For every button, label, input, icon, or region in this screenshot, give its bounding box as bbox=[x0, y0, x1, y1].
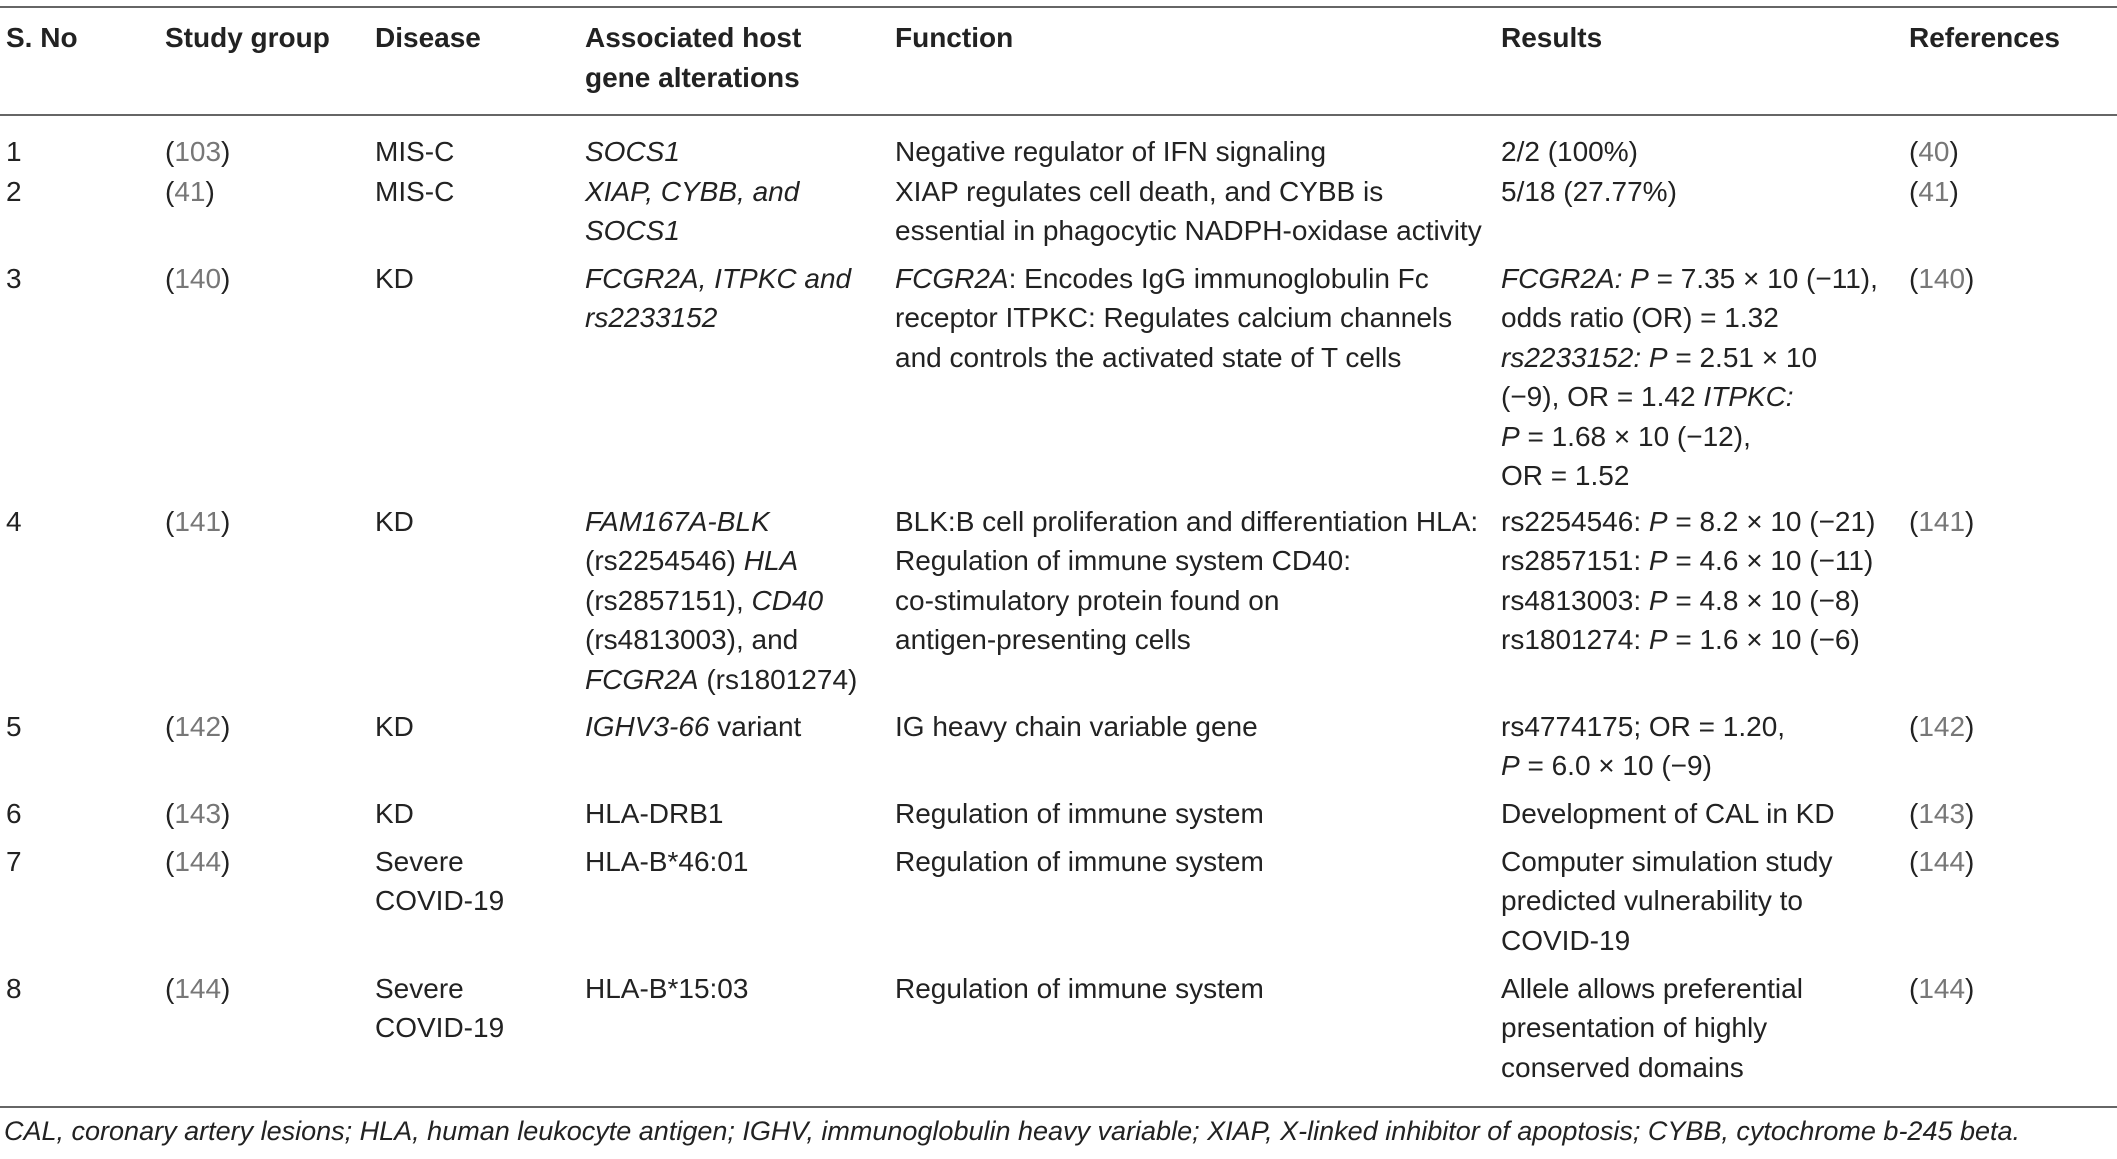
header-gene-alterations bbox=[585, 10, 895, 124]
reference-link[interactable]: 140 bbox=[1918, 262, 1966, 294]
cell-function: IG heavy chain variable gene bbox=[895, 710, 1258, 742]
cell-genes bbox=[585, 502, 895, 707]
gene-alterations-table bbox=[0, 10, 2117, 1095]
table-row bbox=[0, 124, 2117, 172]
result-line: COVID-19 bbox=[1501, 924, 1631, 956]
function-line: essential in phagocytic NADPH-oxidase activity bbox=[895, 215, 1482, 246]
cell-genes bbox=[585, 707, 895, 794]
cell-study-group: (142) bbox=[165, 710, 231, 742]
reference-link[interactable]: 141 bbox=[1918, 505, 1966, 537]
gene-snp: (rs2857151), bbox=[585, 584, 752, 616]
cell-sno: 7 bbox=[6, 845, 22, 877]
result-snp: rs1801274: bbox=[1501, 624, 1649, 655]
disease-line: COVID-19 bbox=[375, 885, 505, 916]
function-text: : Encodes IgG immunoglobulin Fc bbox=[1008, 262, 1429, 294]
gene-snp: (rs2254546) bbox=[585, 545, 744, 576]
gene-snp: (rs1801274) bbox=[698, 663, 858, 695]
cell-genes bbox=[585, 259, 895, 502]
reference-link[interactable]: 144 bbox=[1918, 845, 1966, 877]
cell-results: 5/18 (27.77%) bbox=[1501, 175, 1677, 207]
gene-name: HLA bbox=[743, 545, 799, 576]
cell-results bbox=[1501, 842, 1909, 969]
table-row bbox=[0, 969, 2117, 1095]
cell-sno: 8 bbox=[6, 972, 22, 1004]
gene-name: IGHV3-66 bbox=[585, 710, 710, 742]
result-value: = 2.51 × 10 bbox=[1667, 341, 1818, 373]
cell-function bbox=[895, 172, 1501, 259]
cell-references: (140) bbox=[1909, 262, 1975, 294]
reference-link[interactable]: 143 bbox=[1918, 797, 1966, 829]
cell-genes: HLA-B*46:01 bbox=[585, 845, 749, 877]
result-value: = 8.2 × 10 (−21) bbox=[1667, 505, 1876, 537]
result-value: = 4.8 × 10 (−8) bbox=[1667, 584, 1860, 616]
gene-name: FCGR2A bbox=[585, 663, 699, 695]
cell-disease: KD bbox=[375, 797, 414, 829]
cell-sno: 6 bbox=[6, 797, 22, 829]
gene-name: FAM167A-BLK bbox=[585, 505, 770, 537]
cell-references: (142) bbox=[1909, 710, 1975, 742]
table-row bbox=[0, 172, 2117, 259]
result-snp: rs2857151: bbox=[1501, 545, 1649, 576]
result-line: conserved domains bbox=[1501, 1051, 1744, 1083]
result-label: P bbox=[1501, 420, 1520, 452]
header-study-group: Study group bbox=[165, 22, 330, 53]
cell-sno: 5 bbox=[6, 710, 22, 742]
header-genes-line1: Associated host bbox=[585, 22, 802, 53]
cell-study-group: (144) bbox=[165, 972, 231, 1004]
cell-disease: KD bbox=[375, 505, 414, 537]
cell-genes: HLA-DRB1 bbox=[585, 797, 724, 829]
cell-references: (141) bbox=[1909, 505, 1975, 537]
cell-genes bbox=[585, 124, 895, 172]
cell-references: (41) bbox=[1909, 175, 1959, 207]
result-label: FCGR2A: P bbox=[1501, 262, 1649, 294]
cell-disease: MIS-C bbox=[375, 175, 455, 207]
function-line: BLK:B cell proliferation and differentiation HLA: bbox=[895, 505, 1479, 537]
cell-function: Negative regulator of IFN signaling bbox=[895, 136, 1327, 167]
cell-references: (144) bbox=[1909, 972, 1975, 1004]
header-genes-line2: gene alterations bbox=[585, 61, 800, 93]
table-row bbox=[0, 259, 2117, 502]
cell-disease: MIS-C bbox=[375, 136, 455, 167]
gene-name: SOCS1 bbox=[585, 136, 680, 167]
p-label: P bbox=[1648, 584, 1668, 616]
function-line: and controls the activated state of T cells bbox=[895, 341, 1402, 373]
cell-function bbox=[895, 259, 1501, 502]
result-value: = 6.0 × 10 (−9) bbox=[1519, 750, 1712, 781]
cell-study-group: (140) bbox=[165, 262, 231, 294]
footer-rule bbox=[0, 1106, 2117, 1108]
result-value: = 4.6 × 10 (−11) bbox=[1667, 545, 1874, 576]
function-line: receptor ITPKC: Regulates calcium channels bbox=[895, 302, 1453, 333]
study-ref-link[interactable]: 41 bbox=[174, 175, 206, 207]
p-label: P bbox=[1648, 505, 1668, 537]
cell-sno: 3 bbox=[6, 262, 22, 294]
reference-link[interactable]: 40 bbox=[1918, 136, 1950, 167]
header-sno: S. No bbox=[6, 22, 78, 53]
cell-disease: KD bbox=[375, 710, 414, 742]
study-ref-link[interactable]: 140 bbox=[174, 262, 222, 294]
cell-function: Regulation of immune system bbox=[895, 972, 1264, 1004]
p-label: P bbox=[1648, 624, 1668, 655]
cell-results bbox=[1501, 502, 1909, 707]
table-footnote: CAL, coronary artery lesions; HLA, human leukocyte antigen; IGHV, immunoglobulin heavy variable; XIAP, X-linked inhibitor of apoptosis; CYBB, cytochrome b-245 beta. bbox=[4, 1116, 2021, 1146]
cell-references: (143) bbox=[1909, 797, 1975, 829]
p-label: P bbox=[1648, 545, 1668, 576]
table-row bbox=[0, 794, 2117, 842]
cell-study-group: (144) bbox=[165, 845, 231, 877]
cell-disease: KD bbox=[375, 262, 414, 294]
study-ref-link[interactable]: 143 bbox=[174, 797, 222, 829]
gene-name: XIAP, CYBB, and bbox=[585, 175, 800, 207]
table-row bbox=[0, 842, 2117, 969]
gene-name: rs2233152 bbox=[585, 302, 718, 333]
result-value: = 1.68 × 10 (−12), bbox=[1519, 420, 1751, 452]
header-row bbox=[0, 10, 2117, 124]
result-snp: rs2254546: bbox=[1501, 505, 1649, 537]
cell-function bbox=[895, 502, 1501, 707]
header-results: Results bbox=[1501, 22, 1603, 53]
function-line: co-stimulatory protein found on bbox=[895, 584, 1280, 616]
result-line: odds ratio (OR) = 1.32 bbox=[1501, 302, 1779, 333]
cell-genes: HLA-B*15:03 bbox=[585, 972, 749, 1004]
table-row bbox=[0, 502, 2117, 707]
study-ref-link[interactable]: 141 bbox=[174, 505, 222, 537]
study-ref-link[interactable]: 144 bbox=[174, 972, 222, 1004]
top-rule bbox=[0, 6, 2117, 8]
disease-line: Severe bbox=[375, 972, 464, 1004]
result-value: (−9), OR = 1.42 bbox=[1501, 381, 1704, 412]
cell-results bbox=[1501, 707, 1909, 794]
gene-name: CD40 bbox=[751, 584, 824, 616]
gene-snp: (rs4813003), and bbox=[585, 624, 799, 655]
cell-references: (40) bbox=[1909, 136, 1959, 167]
reference-link[interactable]: 41 bbox=[1918, 175, 1950, 207]
header-function: Function bbox=[895, 22, 1014, 53]
function-line: antigen-presenting cells bbox=[895, 624, 1191, 655]
cell-study-group: (103) bbox=[165, 136, 231, 167]
result-line: predicted vulnerability to bbox=[1501, 885, 1803, 916]
cell-references: (144) bbox=[1909, 845, 1975, 877]
reference-link[interactable]: 142 bbox=[1918, 710, 1966, 742]
result-line: Computer simulation study bbox=[1501, 845, 1833, 877]
gene-text: variant bbox=[709, 710, 802, 742]
header-references: References bbox=[1909, 22, 2060, 53]
cell-function: Regulation of immune system bbox=[895, 797, 1264, 829]
result-label: rs2233152: P bbox=[1501, 341, 1668, 373]
cell-results: Development of CAL in KD bbox=[1501, 797, 1835, 829]
result-value: = 7.35 × 10 (−11), bbox=[1648, 262, 1878, 294]
table-row bbox=[0, 707, 2117, 794]
cell-results bbox=[1501, 969, 1909, 1095]
gene-name: FCGR2A, ITPKC and bbox=[585, 262, 852, 294]
cell-sno: 1 bbox=[6, 136, 22, 167]
gene-name: SOCS1 bbox=[585, 215, 680, 246]
cell-sno: 2 bbox=[6, 175, 22, 207]
study-ref-link[interactable]: 142 bbox=[174, 710, 222, 742]
cell-study-group: (41) bbox=[165, 175, 215, 207]
cell-results: 2/2 (100%) bbox=[1501, 136, 1638, 167]
cell-study-group: (141) bbox=[165, 505, 231, 537]
result-line: presentation of highly bbox=[1501, 1012, 1768, 1043]
function-line: Regulation of immune system CD40: bbox=[895, 545, 1351, 576]
result-line: OR = 1.52 bbox=[1501, 460, 1630, 491]
study-ref-link[interactable]: 103 bbox=[174, 136, 222, 167]
p-label: P bbox=[1501, 750, 1520, 781]
cell-disease bbox=[375, 969, 585, 1095]
header-disease: Disease bbox=[375, 22, 481, 53]
disease-line: COVID-19 bbox=[375, 1012, 505, 1043]
disease-line: Severe bbox=[375, 845, 464, 877]
cell-function: Regulation of immune system bbox=[895, 845, 1264, 877]
result-snp: rs4813003: bbox=[1501, 584, 1649, 616]
result-line: rs4774175; OR = 1.20, bbox=[1501, 710, 1786, 742]
cell-results bbox=[1501, 259, 1909, 502]
reference-link[interactable]: 144 bbox=[1918, 972, 1966, 1004]
cell-genes bbox=[585, 172, 895, 259]
cell-sno: 4 bbox=[6, 505, 22, 537]
gene-name: FCGR2A bbox=[895, 262, 1009, 294]
result-label: ITPKC: bbox=[1703, 381, 1794, 412]
function-line: XIAP regulates cell death, and CYBB is bbox=[895, 175, 1384, 207]
cell-study-group: (143) bbox=[165, 797, 231, 829]
result-value: = 1.6 × 10 (−6) bbox=[1667, 624, 1860, 655]
result-line: Allele allows preferential bbox=[1501, 972, 1803, 1004]
study-ref-link[interactable]: 144 bbox=[174, 845, 222, 877]
cell-disease bbox=[375, 842, 585, 969]
